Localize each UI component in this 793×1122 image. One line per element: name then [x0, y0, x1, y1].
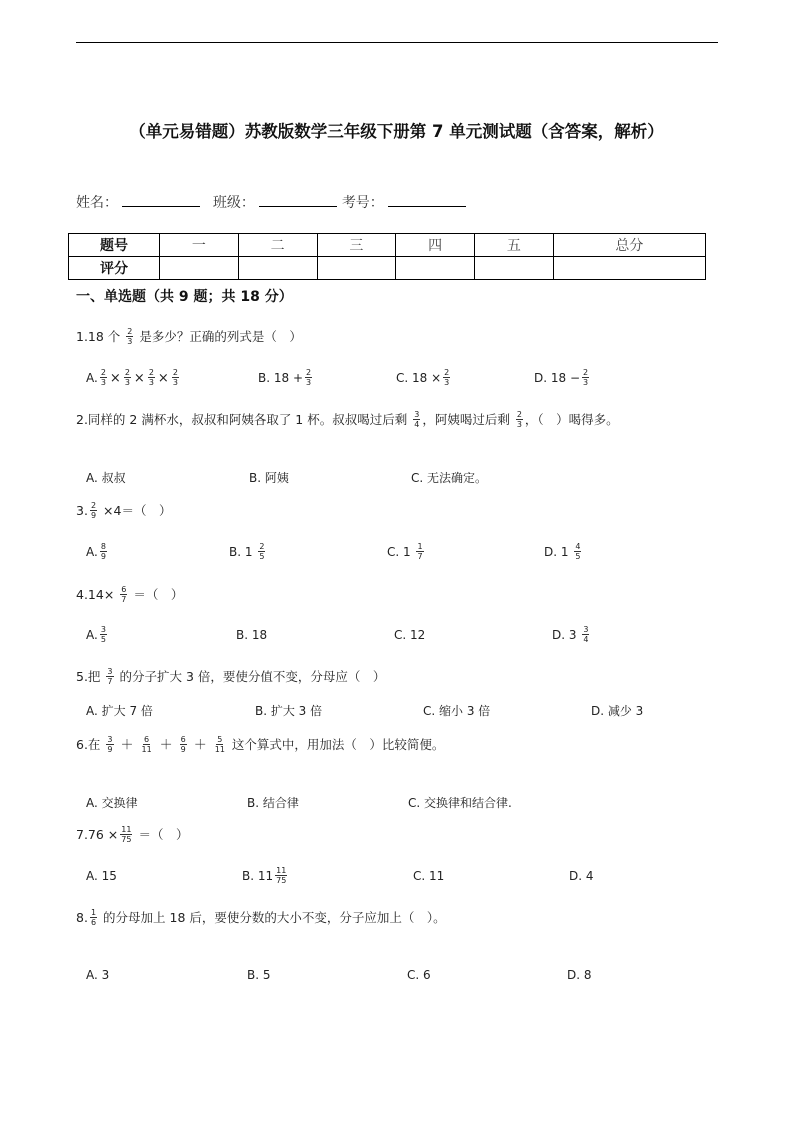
q4-option-a[interactable]: A. $\frac{3}{5}$ — [86, 625, 106, 644]
fraction: $\frac{2}{9}$ — [90, 501, 97, 520]
q3-option-c[interactable]: C. 1 $\frac{1}{7}$ — [387, 542, 423, 561]
question-text: 是多少？正确的列式是（ ） — [139, 329, 302, 344]
q2-option-b[interactable]: B. 阿姨 — [249, 471, 289, 485]
score-table-header-row — [69, 234, 706, 257]
q2-option-c[interactable]: C. 无法确定。 — [411, 471, 488, 485]
fraction: $\frac{1}{6}$ — [90, 908, 97, 927]
table-header-cell: 三 — [317, 234, 396, 257]
fraction: $\frac{3}{4}$ — [414, 410, 420, 429]
table-header-cell: 题号 — [69, 234, 160, 257]
q7-option-a[interactable]: A. 15 — [86, 869, 117, 883]
fraction: $\frac{6}{7}$ — [121, 585, 127, 604]
score-cell[interactable] — [396, 257, 475, 280]
q1-option-d[interactable]: D. 18 − $\frac{2}{3}$ — [534, 368, 589, 387]
question-6: 6.在 $\frac{3}{9}$ ＋ $\frac{6}{11}$ ＋ $\frac{6}{9}$ ＋ $\frac{5}{11}$ 这个算式中，用加法（ ）比较简便。 — [76, 735, 445, 754]
q3-option-a[interactable]: A. $\frac{8}{9}$ — [86, 542, 106, 561]
fraction: $\frac{3}{9}$ — [107, 735, 113, 754]
fraction: $\frac{6}{11}$ — [141, 735, 152, 754]
fraction: $\frac{6}{9}$ — [180, 735, 186, 754]
fraction: $\frac{2}{3}$ — [516, 410, 522, 429]
table-header-cell: 一 — [160, 234, 239, 257]
score-cell[interactable] — [475, 257, 554, 280]
question-4: 4.14× $\frac{6}{7}$ ＝（ ） — [76, 585, 184, 604]
class-label: 班级： — [212, 195, 255, 211]
q4-option-d[interactable]: D. 3 $\frac{3}{4}$ — [552, 625, 589, 644]
table-row-header: 评分 — [69, 257, 160, 280]
document-title: （单元易错题）苏教版数学三年级下册第 7 单元测试题（含答案，解析） — [129, 122, 664, 141]
q3-option-b[interactable]: B. 1 $\frac{2}{5}$ — [229, 542, 265, 561]
fraction: $\frac{5}{11}$ — [214, 735, 225, 754]
question-2: 2.同样的 2 满杯水，叔叔和阿姨各取了 1 杯。叔叔喝过后剩 $\frac{3}{4}$ ，阿姨喝过后剩 $\frac{2}{3}$ ，（ ）喝得多。 — [76, 410, 619, 429]
q5-option-d[interactable]: D. 减少 3 — [591, 704, 644, 718]
fraction: $\frac{3}{7}$ — [107, 667, 113, 686]
q8-option-d[interactable]: D. 8 — [567, 968, 592, 982]
question-3: 3. $\frac{2}{9}$ ×4＝（ ） — [76, 501, 172, 520]
q6-option-c[interactable]: C. 交换律和结合律. — [408, 796, 512, 810]
q4-option-c[interactable]: C. 12 — [394, 628, 426, 642]
q7-option-c[interactable]: C. 11 — [413, 869, 445, 883]
q7-option-d[interactable]: D. 4 — [569, 869, 594, 883]
score-cell[interactable] — [160, 257, 239, 280]
q6-option-a[interactable]: A. 交换律 — [86, 796, 138, 810]
score-table — [68, 233, 706, 280]
table-header-cell: 四 — [396, 234, 475, 257]
exam-no-label: 考号： — [341, 195, 384, 211]
question-text: 1.18 个 — [76, 329, 121, 344]
score-cell[interactable] — [238, 257, 317, 280]
exam-no-blank[interactable] — [388, 194, 466, 207]
fraction: $\frac{2}{3}$ — [127, 327, 133, 346]
q8-option-a[interactable]: A. 3 — [86, 968, 110, 982]
score-table-score-row — [69, 257, 706, 280]
student-info-line — [76, 192, 466, 212]
table-header-cell: 五 — [475, 234, 554, 257]
name-label: 姓名： — [76, 195, 118, 211]
q2-option-a[interactable]: A. 叔叔 — [86, 471, 126, 485]
table-header-cell: 二 — [238, 234, 317, 257]
score-cell[interactable] — [317, 257, 396, 280]
table-header-cell: 总分 — [553, 234, 705, 257]
q3-option-d[interactable]: D. 1 $\frac{4}{5}$ — [544, 542, 581, 561]
score-cell[interactable] — [553, 257, 705, 280]
fraction: $\frac{11}{75}$ — [121, 825, 132, 844]
q6-option-b[interactable]: B. 结合律 — [247, 796, 299, 810]
question-8: 8. $\frac{1}{6}$ 的分母加上 18 后，要使分数的大小不变，分子应加上（ ）。 — [76, 908, 446, 927]
q5-option-a[interactable]: A. 扩大 7 倍 — [86, 704, 153, 718]
section-heading: 一、单选题（共 9 题；共 18 分） — [76, 289, 293, 305]
question-1 — [76, 327, 302, 347]
q8-option-c[interactable]: C. 6 — [407, 968, 431, 982]
q5-option-c[interactable]: C. 缩小 3 倍 — [423, 704, 491, 718]
question-7: 7.76 × $\frac{11}{75}$ ＝（ ） — [76, 825, 189, 844]
q1-option-c[interactable]: C. 18 × $\frac{2}{3}$ — [396, 368, 450, 387]
q1-option-a[interactable]: A. $\frac{2}{3}$ × $\frac{2}{3}$ × $\frac{2}{3}$ × $\frac{2}{3}$ — [86, 368, 178, 387]
q5-option-b[interactable]: B. 扩大 3 倍 — [255, 704, 323, 718]
name-blank[interactable] — [122, 194, 200, 207]
q4-option-b[interactable]: B. 18 — [236, 628, 268, 642]
header-rule — [76, 42, 718, 43]
class-blank[interactable] — [259, 194, 337, 207]
q7-option-b[interactable]: B. 11 $\frac{11}{75}$ — [242, 866, 287, 885]
question-5: 5.把 $\frac{3}{7}$ 的分子扩大 3 倍，要使分值不变，分母应（ ） — [76, 667, 386, 686]
q1-option-b[interactable]: B. 18 + $\frac{2}{3}$ — [258, 368, 312, 387]
q8-option-b[interactable]: B. 5 — [247, 968, 271, 982]
